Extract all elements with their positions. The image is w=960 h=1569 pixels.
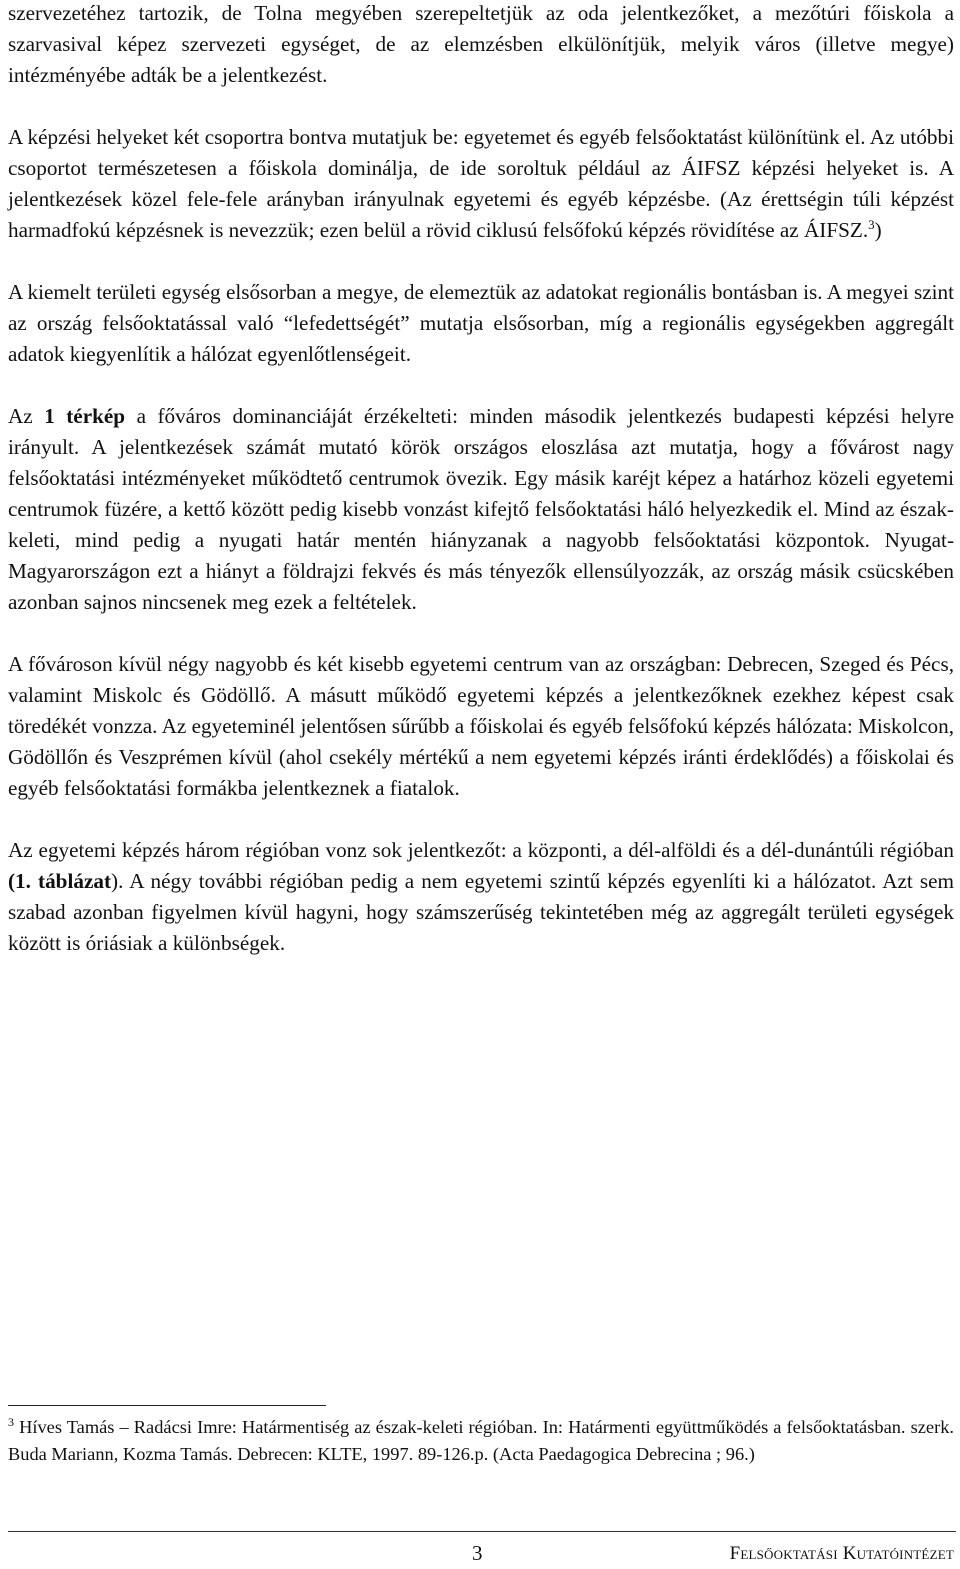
paragraph-4-text: a főváros dominanciáját érzékelteti: minden második jelentkezés budapesti képzési helyre irányult. A jelentkezések számát mutató körök országos eloszlása azt mutatja, hogy a fővárost nagy felsőoktatási intézményeket működtető centrumok övezik. Egy másik karéjt képez a határhoz közeli egyetemi centrumok füzére, a kettő között pedig kisebb vonzást kifejtő felsőoktatási háló helyezkedik el. Mind az észak-keleti, mind pedig a nyugati határ mentén hiányzanak a nagyobb felsőoktatási központok. Nyugat-Magyarországon ezt a hiányt a földrajzi fekvés és más tényezők ellensúlyozzák, az ország másik csücskében azonban sajnos nincsenek meg ezek a feltételek. [8,404,954,614]
page-number: 3 [472,1541,483,1565]
paragraph-4 [8,401,954,618]
paragraph-3: A kiemelt területi egység elsősorban a megye, de elemeztük az adatokat regionális bontásban is. A megyei szint az ország felsőoktatással való “lefedettségét” mutatja elsősorban, míg a regionális egységekben aggregált adatok kiegyenlítik a hálózat egyenlőtlenségeit. [8,280,954,366]
footnote-reference[interactable]: 3 [868,217,875,232]
paragraph-1: szervezetéhez tartozik, de Tolna megyében szerepeltetjük az oda jelentkezőket, a mezőtúri főiskola a szarvasival képez szervezeti egységet, de az elemzésben elkülönítjük, melyik város (illetve megye) intézményébe adták be a jelentkezést. [8,1,954,87]
map-reference: 1 térkép [44,404,126,428]
paragraph-2-text: A képzési helyeket két csoportra bontva mutatjuk be: egyetemet és egyéb felsőoktatást különítünk el. Az utóbbi csoportot természetesen a főiskola dominálja, de ide soroltuk például az ÁIFSZ képzési helyeket is. A jelentkezések közel fele-fele arányban irányulnak egyetemi és egyéb képzésbe. (Az érettségin túli képzést harmadfokú képzésnek is nevezzük; ezen belül a rövid ciklusú felsőfokú képzés rövidítése az ÁIFSZ. [8,125,954,242]
paragraph-6-text: ). A négy további régióban pedig a nem egyetemi szintű képzés egyenlíti ki a hálózatot. Azt sem szabad azonban figyelmen kívül hagyni, hogy számszerűség tekintetében még az aggregált területi egységek között is óriásiak a különbségek. [8,869,955,955]
paragraph-4-start: Az [8,404,45,428]
footnote-marker: 3 [8,1415,14,1429]
footnote [8,1414,954,1468]
paragraph-6 [8,835,954,959]
paragraph-6-start: Az egyetemi képzés három régióban vonz sok jelentkezőt: a központi, a dél-alföldi és a dél-dunántúli régióban [8,838,954,862]
paragraph-5: A fővároson kívül négy nagyobb és két kisebb egyetemi centrum van az országban: Debrecen, Szeged és Pécs, valamint Miskolc és Gödöllő. A másutt működő egyetemi képzés a jelentkezőknek ezekhez képest csak töredékét vonzza. Az egyeteminél jelentősen sűrűbb a főiskolai és egyéb felsőfokú képzés hálózata: Miskolcon, Gödöllőn és Veszprémen kívül (ahol csekély mértékű a nem egyetemi képzés iránti érdeklődés) a főiskolai és egyéb felsőoktatási formákba jelentkeznek a fiatalok. [8,652,954,800]
table-reference: (1. táblázat [8,869,112,893]
footer-rule [8,1531,956,1532]
footer-institution: Felsőoktatási Kutatóintézet [729,1543,954,1564]
paragraph-2 [8,122,954,246]
paragraph-2-close: ) [874,218,882,242]
footnote-separator [8,1405,326,1406]
footnote-text: Híves Tamás – Radácsi Imre: Határmentiség az észak-keleti régióban. In: Határmenti együttműködés a felsőoktatásban. szerk. Buda Mariann, Kozma Tamás. Debrecen: KLTE, 1997. 89-126.p. (Acta Paedagogica Debrecina ; 96.) [8,1417,954,1464]
body-text [8,0,954,959]
